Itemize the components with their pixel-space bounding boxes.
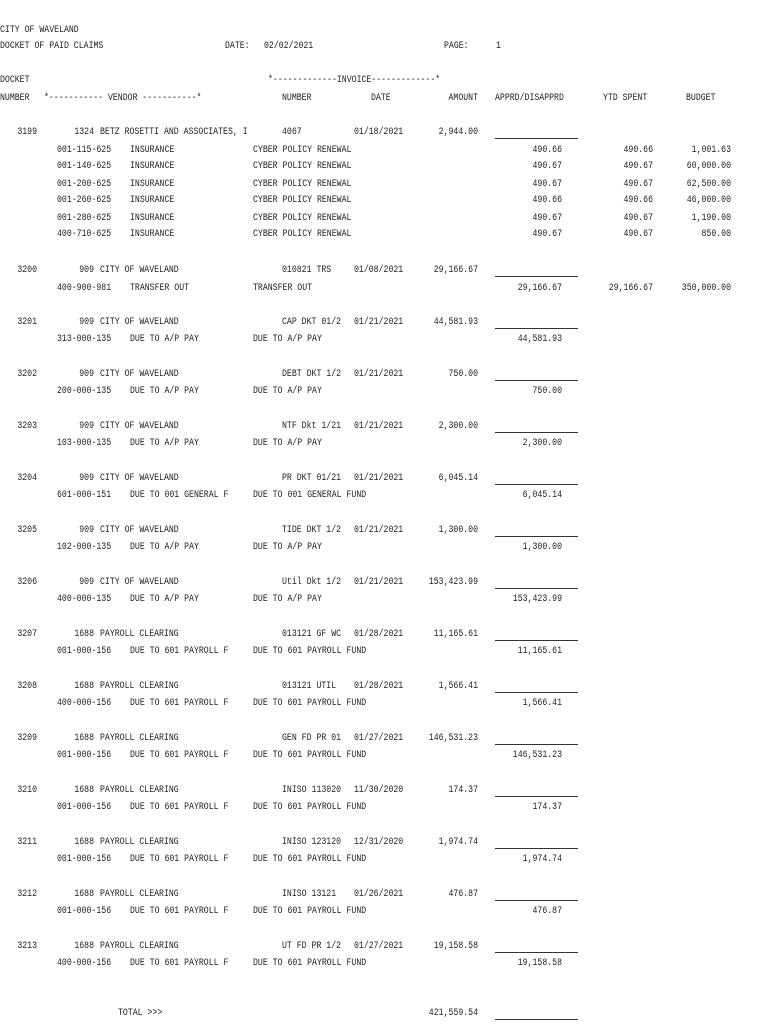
vendor-name: PAYROLL CLEARING bbox=[100, 941, 179, 952]
ytd-spent: 490.67 bbox=[623, 213, 653, 224]
approval-line[interactable] bbox=[495, 484, 578, 485]
docket-number: 3206 bbox=[17, 577, 37, 588]
vendor-id: 1688 bbox=[74, 785, 94, 796]
vendor-name: PAYROLL CLEARING bbox=[100, 785, 179, 796]
line-description: DUE TO A/P PAY bbox=[253, 438, 322, 449]
vendor-name: PAYROLL CLEARING bbox=[100, 629, 179, 640]
line-amount: 174.37 bbox=[532, 802, 562, 813]
vendor-id: 909 bbox=[79, 525, 94, 536]
line-amount: 6,045.14 bbox=[522, 490, 562, 501]
invoice-number: Util Dkt 1/2 bbox=[282, 577, 342, 588]
invoice-date: 01/27/2021 bbox=[354, 733, 404, 744]
vendor-name: CITY OF WAVELAND bbox=[100, 265, 179, 276]
invoice-amount: 750.00 bbox=[448, 369, 478, 380]
invoice-date: 01/21/2021 bbox=[354, 369, 404, 380]
approval-line[interactable] bbox=[495, 796, 578, 797]
docket-number: 3210 bbox=[17, 785, 37, 796]
invoice-number: GEN FD PR 01 bbox=[282, 733, 342, 744]
invoice-date: 01/21/2021 bbox=[354, 421, 404, 432]
invoice-date: 01/28/2021 bbox=[354, 629, 404, 640]
invoice-amount: 2,300.00 bbox=[438, 421, 478, 432]
invoice-amount: 2,944.00 bbox=[438, 127, 478, 138]
line-amount: 2,300.00 bbox=[522, 438, 562, 449]
page-number: 1 bbox=[496, 41, 501, 52]
line-amount: 153,423.99 bbox=[512, 594, 562, 605]
approval-line[interactable] bbox=[495, 276, 578, 277]
invoice-date: 01/21/2021 bbox=[354, 317, 404, 328]
docket-number: 3207 bbox=[17, 629, 37, 640]
invoice-amount: 29,166.67 bbox=[433, 265, 478, 276]
invoice-date: 12/31/2020 bbox=[354, 837, 404, 848]
vendor-name: CITY OF WAVELAND bbox=[100, 473, 179, 484]
vendor-id: 1688 bbox=[74, 733, 94, 744]
gl-account-desc: INSURANCE bbox=[130, 161, 175, 172]
line-description: CYBER POLICY RENEWAL bbox=[253, 195, 352, 206]
col-invoice-group: *-------------INVOICE-------------* bbox=[268, 75, 441, 86]
invoice-date: 01/21/2021 bbox=[354, 525, 404, 536]
budget-amount: 60,000.00 bbox=[686, 161, 731, 172]
invoice-date: 11/30/2020 bbox=[354, 785, 404, 796]
col-invoice-date: DATE bbox=[371, 93, 391, 104]
total-amount: 421,559.54 bbox=[428, 1008, 478, 1019]
line-description: DUE TO 601 PAYROLL FUND bbox=[253, 646, 367, 657]
gl-account: 103-000-135 bbox=[57, 438, 112, 449]
budget-amount: 350,000.00 bbox=[681, 283, 731, 294]
col-amount: AMOUNT bbox=[448, 93, 478, 104]
vendor-id: 1688 bbox=[74, 629, 94, 640]
col-budget: BUDGET bbox=[686, 93, 716, 104]
total-approval-line[interactable] bbox=[495, 1019, 578, 1020]
gl-account-desc: DUE TO A/P PAY bbox=[130, 438, 199, 449]
invoice-date: 01/27/2021 bbox=[354, 941, 404, 952]
invoice-number: INISO 123120 bbox=[282, 837, 342, 848]
invoice-number: PR DKT 01/21 bbox=[282, 473, 342, 484]
gl-account: 400-000-156 bbox=[57, 698, 112, 709]
page-label: PAGE: bbox=[444, 41, 469, 52]
vendor-name: PAYROLL CLEARING bbox=[100, 733, 179, 744]
line-description: DUE TO A/P PAY bbox=[253, 542, 322, 553]
invoice-date: 01/26/2021 bbox=[354, 889, 404, 900]
invoice-date: 01/18/2021 bbox=[354, 127, 404, 138]
invoice-amount: 153,423.99 bbox=[428, 577, 478, 588]
line-amount: 1,300.00 bbox=[522, 542, 562, 553]
invoice-amount: 1,566.41 bbox=[438, 681, 478, 692]
line-amount: 750.00 bbox=[532, 386, 562, 397]
line-amount: 490.67 bbox=[532, 213, 562, 224]
line-description: CYBER POLICY RENEWAL bbox=[253, 161, 352, 172]
line-amount: 490.66 bbox=[532, 195, 562, 206]
line-description: DUE TO 601 PAYROLL FUND bbox=[253, 698, 367, 709]
gl-account: 400-710-625 bbox=[57, 229, 112, 240]
approval-line[interactable] bbox=[495, 848, 578, 849]
invoice-amount: 1,974.74 bbox=[438, 837, 478, 848]
line-description: CYBER POLICY RENEWAL bbox=[253, 229, 352, 240]
vendor-name: PAYROLL CLEARING bbox=[100, 681, 179, 692]
vendor-name: CITY OF WAVELAND bbox=[100, 577, 179, 588]
gl-account: 400-000-156 bbox=[57, 958, 112, 969]
line-description: DUE TO A/P PAY bbox=[253, 594, 322, 605]
gl-account-desc: INSURANCE bbox=[130, 179, 175, 190]
docket-number: 3213 bbox=[17, 941, 37, 952]
invoice-number: INISO 13121 bbox=[282, 889, 337, 900]
city-name: CITY OF WAVELAND bbox=[0, 25, 79, 36]
approval-line[interactable] bbox=[495, 900, 578, 901]
gl-account: 001-140-625 bbox=[57, 161, 112, 172]
gl-account-desc: TRANSFER OUT bbox=[130, 283, 190, 294]
line-amount: 490.67 bbox=[532, 229, 562, 240]
line-amount: 44,581.93 bbox=[517, 334, 562, 345]
gl-account-desc: DUE TO A/P PAY bbox=[130, 334, 199, 345]
line-amount: 11,165.61 bbox=[517, 646, 562, 657]
invoice-date: 01/21/2021 bbox=[354, 473, 404, 484]
gl-account-desc: INSURANCE bbox=[130, 229, 175, 240]
docket-number: 3200 bbox=[17, 265, 37, 276]
invoice-number: INISO 113020 bbox=[282, 785, 342, 796]
vendor-name: CITY OF WAVELAND bbox=[100, 369, 179, 380]
budget-amount: 1,190.00 bbox=[691, 213, 731, 224]
gl-account-desc: DUE TO 601 PAYROLL F bbox=[130, 802, 229, 813]
vendor-id: 909 bbox=[79, 577, 94, 588]
gl-account-desc: INSURANCE bbox=[130, 195, 175, 206]
invoice-number: 013121 UTIL bbox=[282, 681, 337, 692]
line-amount: 490.66 bbox=[532, 145, 562, 156]
gl-account: 001-000-156 bbox=[57, 906, 112, 917]
budget-amount: 62,500.00 bbox=[686, 179, 731, 190]
gl-account-desc: DUE TO 601 PAYROLL F bbox=[130, 958, 229, 969]
invoice-number: CAP DKT 01/2 bbox=[282, 317, 342, 328]
total-label: TOTAL >>> bbox=[118, 1008, 163, 1019]
gl-account: 001-000-156 bbox=[57, 750, 112, 761]
line-amount: 490.67 bbox=[532, 179, 562, 190]
invoice-number: DEBT DKT 1/2 bbox=[282, 369, 342, 380]
approval-line[interactable] bbox=[495, 744, 578, 745]
vendor-id: 909 bbox=[79, 369, 94, 380]
col-vendor: *----------- VENDOR -----------* bbox=[44, 93, 202, 104]
invoice-number: 4067 bbox=[282, 127, 302, 138]
gl-account-desc: INSURANCE bbox=[130, 145, 175, 156]
line-description: DUE TO 601 PAYROLL FUND bbox=[253, 958, 367, 969]
invoice-number: 010821 TRS bbox=[282, 265, 332, 276]
gl-account: 001-000-156 bbox=[57, 646, 112, 657]
gl-account-desc: DUE TO A/P PAY bbox=[130, 542, 199, 553]
gl-account: 001-280-625 bbox=[57, 213, 112, 224]
ytd-spent: 490.66 bbox=[623, 145, 653, 156]
gl-account-desc: DUE TO 601 PAYROLL F bbox=[130, 906, 229, 917]
vendor-name: CITY OF WAVELAND bbox=[100, 421, 179, 432]
ytd-spent: 490.66 bbox=[623, 195, 653, 206]
line-amount: 29,166.67 bbox=[517, 283, 562, 294]
invoice-number: 013121 GF WC bbox=[282, 629, 342, 640]
ytd-spent: 490.67 bbox=[623, 229, 653, 240]
gl-account: 001-260-625 bbox=[57, 195, 112, 206]
approval-line[interactable] bbox=[495, 640, 578, 641]
gl-account-desc: DUE TO 001 GENERAL F bbox=[130, 490, 229, 501]
vendor-id: 909 bbox=[79, 265, 94, 276]
gl-account-desc: DUE TO 601 PAYROLL F bbox=[130, 854, 229, 865]
col-approval: APPRD/DISAPPRD bbox=[495, 93, 564, 104]
invoice-date: 01/21/2021 bbox=[354, 577, 404, 588]
gl-account: 001-115-625 bbox=[57, 145, 112, 156]
vendor-name: CITY OF WAVELAND bbox=[100, 317, 179, 328]
gl-account-desc: DUE TO A/P PAY bbox=[130, 386, 199, 397]
vendor-name: CITY OF WAVELAND bbox=[100, 525, 179, 536]
vendor-id: 1688 bbox=[74, 889, 94, 900]
gl-account: 102-000-135 bbox=[57, 542, 112, 553]
line-description: CYBER POLICY RENEWAL bbox=[253, 179, 352, 190]
budget-amount: 850.00 bbox=[701, 229, 731, 240]
invoice-amount: 11,165.61 bbox=[433, 629, 478, 640]
approval-line[interactable] bbox=[495, 432, 578, 433]
docket-number: 3212 bbox=[17, 889, 37, 900]
line-amount: 476.87 bbox=[532, 906, 562, 917]
invoice-amount: 1,300.00 bbox=[438, 525, 478, 536]
vendor-name: BETZ ROSETTI AND ASSOCIATES, I bbox=[100, 127, 248, 138]
line-description: DUE TO 601 PAYROLL FUND bbox=[253, 906, 367, 917]
invoice-date: 01/28/2021 bbox=[354, 681, 404, 692]
gl-account-desc: INSURANCE bbox=[130, 213, 175, 224]
ytd-spent: 29,166.67 bbox=[608, 283, 653, 294]
approval-line[interactable] bbox=[495, 138, 578, 139]
line-amount: 1,566.41 bbox=[522, 698, 562, 709]
docket-number: 3199 bbox=[17, 127, 37, 138]
ytd-spent: 490.67 bbox=[623, 161, 653, 172]
gl-account-desc: DUE TO 601 PAYROLL F bbox=[130, 750, 229, 761]
gl-account-desc: DUE TO 601 PAYROLL F bbox=[130, 646, 229, 657]
docket-number: 3203 bbox=[17, 421, 37, 432]
gl-account: 400-000-135 bbox=[57, 594, 112, 605]
invoice-number: TIDE DKT 1/2 bbox=[282, 525, 342, 536]
invoice-date: 01/08/2021 bbox=[354, 265, 404, 276]
docket-number: 3209 bbox=[17, 733, 37, 744]
docket-number: 3204 bbox=[17, 473, 37, 484]
col-docket-top: DOCKET bbox=[0, 75, 30, 86]
approval-line[interactable] bbox=[495, 952, 578, 953]
gl-account-desc: DUE TO A/P PAY bbox=[130, 594, 199, 605]
vendor-id: 1688 bbox=[74, 681, 94, 692]
gl-account: 001-000-156 bbox=[57, 854, 112, 865]
docket-number: 3208 bbox=[17, 681, 37, 692]
gl-account: 001-200-625 bbox=[57, 179, 112, 190]
gl-account-desc: DUE TO 601 PAYROLL F bbox=[130, 698, 229, 709]
line-description: CYBER POLICY RENEWAL bbox=[253, 213, 352, 224]
gl-account: 313-000-135 bbox=[57, 334, 112, 345]
invoice-amount: 476.87 bbox=[448, 889, 478, 900]
line-description: TRANSFER OUT bbox=[253, 283, 313, 294]
line-description: DUE TO 001 GENERAL FUND bbox=[253, 490, 367, 501]
vendor-name: PAYROLL CLEARING bbox=[100, 837, 179, 848]
gl-account: 601-000-151 bbox=[57, 490, 112, 501]
report-title: DOCKET OF PAID CLAIMS bbox=[0, 41, 104, 52]
line-amount: 490.67 bbox=[532, 161, 562, 172]
docket-number: 3201 bbox=[17, 317, 37, 328]
col-ytd-spent: YTD SPENT bbox=[603, 93, 648, 104]
invoice-amount: 19,158.58 bbox=[433, 941, 478, 952]
invoice-number: NTF Dkt 1/21 bbox=[282, 421, 342, 432]
approval-line[interactable] bbox=[495, 328, 578, 329]
approval-line[interactable] bbox=[495, 380, 578, 381]
vendor-name: PAYROLL CLEARING bbox=[100, 889, 179, 900]
vendor-id: 909 bbox=[79, 421, 94, 432]
date-value: 02/02/2021 bbox=[264, 41, 314, 52]
line-description: DUE TO 601 PAYROLL FUND bbox=[253, 802, 367, 813]
line-amount: 19,158.58 bbox=[517, 958, 562, 969]
line-amount: 146,531.23 bbox=[512, 750, 562, 761]
gl-account: 400-900-981 bbox=[57, 283, 112, 294]
line-description: DUE TO A/P PAY bbox=[253, 386, 322, 397]
line-description: DUE TO 601 PAYROLL FUND bbox=[253, 854, 367, 865]
gl-account: 001-000-156 bbox=[57, 802, 112, 813]
docket-number: 3202 bbox=[17, 369, 37, 380]
line-amount: 1,974.74 bbox=[522, 854, 562, 865]
col-invoice-number: NUMBER bbox=[282, 93, 312, 104]
vendor-id: 1324 bbox=[74, 127, 94, 138]
budget-amount: 46,000.00 bbox=[686, 195, 731, 206]
invoice-number: UT FD PR 1/2 bbox=[282, 941, 342, 952]
vendor-id: 909 bbox=[79, 473, 94, 484]
invoice-amount: 174.37 bbox=[448, 785, 478, 796]
vendor-id: 909 bbox=[79, 317, 94, 328]
line-description: CYBER POLICY RENEWAL bbox=[253, 145, 352, 156]
budget-amount: 1,001.63 bbox=[691, 145, 731, 156]
gl-account: 200-000-135 bbox=[57, 386, 112, 397]
approval-line[interactable] bbox=[495, 536, 578, 537]
docket-number: 3205 bbox=[17, 525, 37, 536]
ytd-spent: 490.67 bbox=[623, 179, 653, 190]
invoice-amount: 6,045.14 bbox=[438, 473, 478, 484]
date-label: DATE: bbox=[225, 41, 250, 52]
docket-number: 3211 bbox=[17, 837, 37, 848]
invoice-amount: 146,531.23 bbox=[428, 733, 478, 744]
vendor-id: 1688 bbox=[74, 837, 94, 848]
vendor-id: 1688 bbox=[74, 941, 94, 952]
approval-line[interactable] bbox=[495, 692, 578, 693]
col-docket-number: NUMBER bbox=[0, 93, 30, 104]
invoice-amount: 44,581.93 bbox=[433, 317, 478, 328]
approval-line[interactable] bbox=[495, 588, 578, 589]
line-description: DUE TO 601 PAYROLL FUND bbox=[253, 750, 367, 761]
line-description: DUE TO A/P PAY bbox=[253, 334, 322, 345]
